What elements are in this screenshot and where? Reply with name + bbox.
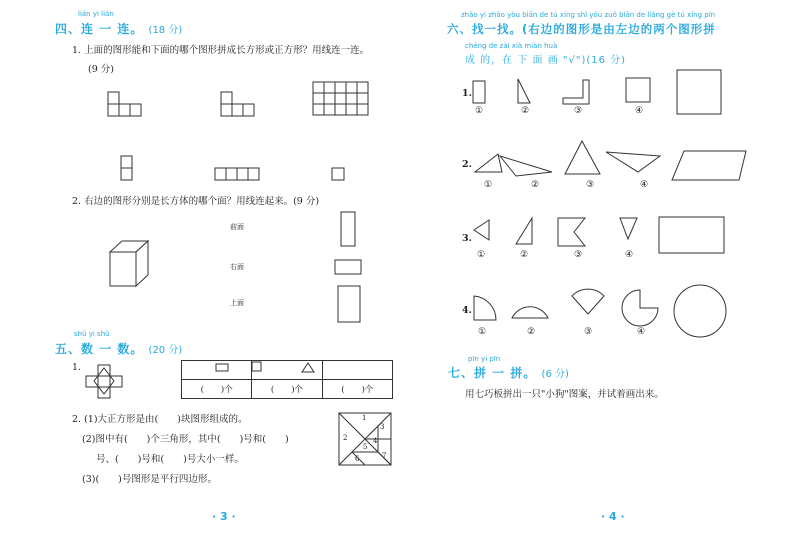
q4-2-text: 2. 右边的图形分别是长方体的哪个面？用线连起来。(9 分)	[72, 196, 320, 207]
tangram-num-2: 2	[343, 434, 348, 442]
row2-opt1[interactable]: ①	[484, 180, 493, 190]
row1-label: 1.	[462, 88, 472, 99]
r4-opt2-semicircle	[512, 307, 548, 318]
r3-opt3-pentagon	[558, 218, 585, 246]
section6-pinyin-line1: zhǎo yi zhǎo yòu biān de tú xíng shì yóu zuǒ biān de liǎng gè tú xíng pīn	[461, 11, 716, 19]
row4-opt1[interactable]: ①	[478, 327, 487, 337]
tangram-num-5: 5	[363, 443, 368, 451]
r4-opt3-sector	[572, 289, 604, 314]
section5-pinyin: shǔ yi shǔ	[74, 330, 110, 338]
q5-2-line1: 2. (1)大正方形是由( )块图形组成的。	[72, 414, 248, 425]
q5-1-label: 1.	[72, 362, 82, 373]
section6-pinyin-line2: chéng de zài xià miàn huà	[465, 42, 558, 50]
row1-opt4[interactable]: ④	[635, 106, 644, 116]
row4-opt2[interactable]: ②	[527, 327, 536, 337]
r2-opt1-triangle	[475, 154, 502, 172]
r4-opt1-quarter-circle	[474, 296, 496, 320]
r2-target-parallelogram	[672, 151, 746, 180]
row3-opt1[interactable]: ①	[477, 250, 486, 260]
r1-opt2-triangle	[518, 79, 530, 103]
r3-opt2-triangle	[516, 218, 532, 244]
r3-target-rect	[659, 217, 724, 253]
r4-target-circle	[674, 285, 726, 337]
count-cell-2[interactable]: ( )个	[252, 380, 322, 399]
section4-score: (18 分)	[148, 25, 183, 36]
r2-opt4-triangle	[606, 152, 660, 172]
section7-score: (6 分)	[541, 369, 569, 380]
tangram-num-3: 3	[380, 423, 385, 431]
q5-2-line4: (3)( )号图形是平行四边形。	[82, 474, 217, 485]
row1-opt1[interactable]: ①	[475, 106, 484, 116]
q5-2-line3: 号、( )号和( )号大小一样。	[96, 454, 244, 465]
q5-2-line2: (2)图中有( )个三角形，其中( )号和( )	[82, 434, 289, 445]
section7-text: 用七巧板拼出一只"小狗"图案，并试着画出来。	[465, 389, 664, 400]
row2-opt3[interactable]: ③	[586, 180, 595, 190]
row3-label: 3.	[462, 233, 472, 244]
page-number-right: · 4 ·	[601, 510, 625, 523]
r1-opt1-rect	[473, 81, 485, 103]
r3-opt4-triangle	[620, 218, 637, 239]
r4-opt4-three-quarter	[622, 290, 658, 326]
section4-pinyin: lián yi lián	[78, 10, 114, 18]
r1-opt4-square	[626, 78, 650, 102]
tangram-num-7: 7	[382, 452, 387, 460]
page-number-left: · 3 ·	[212, 510, 236, 523]
row3-opt2[interactable]: ②	[520, 250, 529, 260]
count-cell-3[interactable]: ( )个	[322, 380, 392, 399]
section7-title	[448, 364, 569, 381]
section6-title: 六、找一找。(右边的图形是由左边的两个图形拼	[447, 22, 716, 36]
face-label-right: 右面	[230, 263, 244, 271]
face-label-front: 前面	[230, 223, 244, 231]
row4-opt4[interactable]: ④	[637, 327, 646, 337]
r2-opt3-triangle	[565, 141, 600, 174]
row2-opt4[interactable]: ④	[640, 180, 649, 190]
section7-title-text: 七、拼 一 拼。	[448, 366, 537, 380]
face-label-top: 上面	[230, 299, 244, 307]
r2-opt2-triangle	[500, 156, 552, 176]
section4-title-text: 四、连 一 连。	[55, 22, 144, 36]
count-cell-1[interactable]: ( )个	[182, 380, 252, 399]
tangram-num-6: 6	[355, 455, 360, 463]
row2-label: 2.	[462, 159, 472, 170]
row2-opt2[interactable]: ②	[531, 180, 540, 190]
row3-opt4[interactable]: ④	[625, 250, 634, 260]
section6-title-line2: 成 的，在 下 面 画 "√")(16 分)	[465, 55, 627, 66]
row1-opt2[interactable]: ②	[521, 106, 530, 116]
q4-1-text: 1. 上面的图形能和下面的哪个图形拼成长方形或正方形？用线连一连。	[72, 45, 370, 56]
row3-opt3[interactable]: ③	[574, 250, 583, 260]
tangram-num-4: 4	[373, 437, 378, 445]
section7-pinyin: pīn yi pīn	[468, 355, 501, 363]
r3-opt1-triangle	[474, 220, 489, 240]
section5-title-text: 五、数 一 数。	[55, 342, 144, 356]
tangram-num-1: 1	[362, 414, 367, 422]
row4-opt3[interactable]: ③	[584, 327, 593, 337]
row1-opt3[interactable]: ③	[574, 106, 583, 116]
r1-opt3-lshape	[563, 80, 589, 104]
row4-label: 4.	[462, 305, 472, 316]
section5-score: (20 分)	[148, 345, 183, 356]
q4-1-score: (9 分)	[88, 64, 114, 75]
r1-target-square	[677, 70, 721, 114]
